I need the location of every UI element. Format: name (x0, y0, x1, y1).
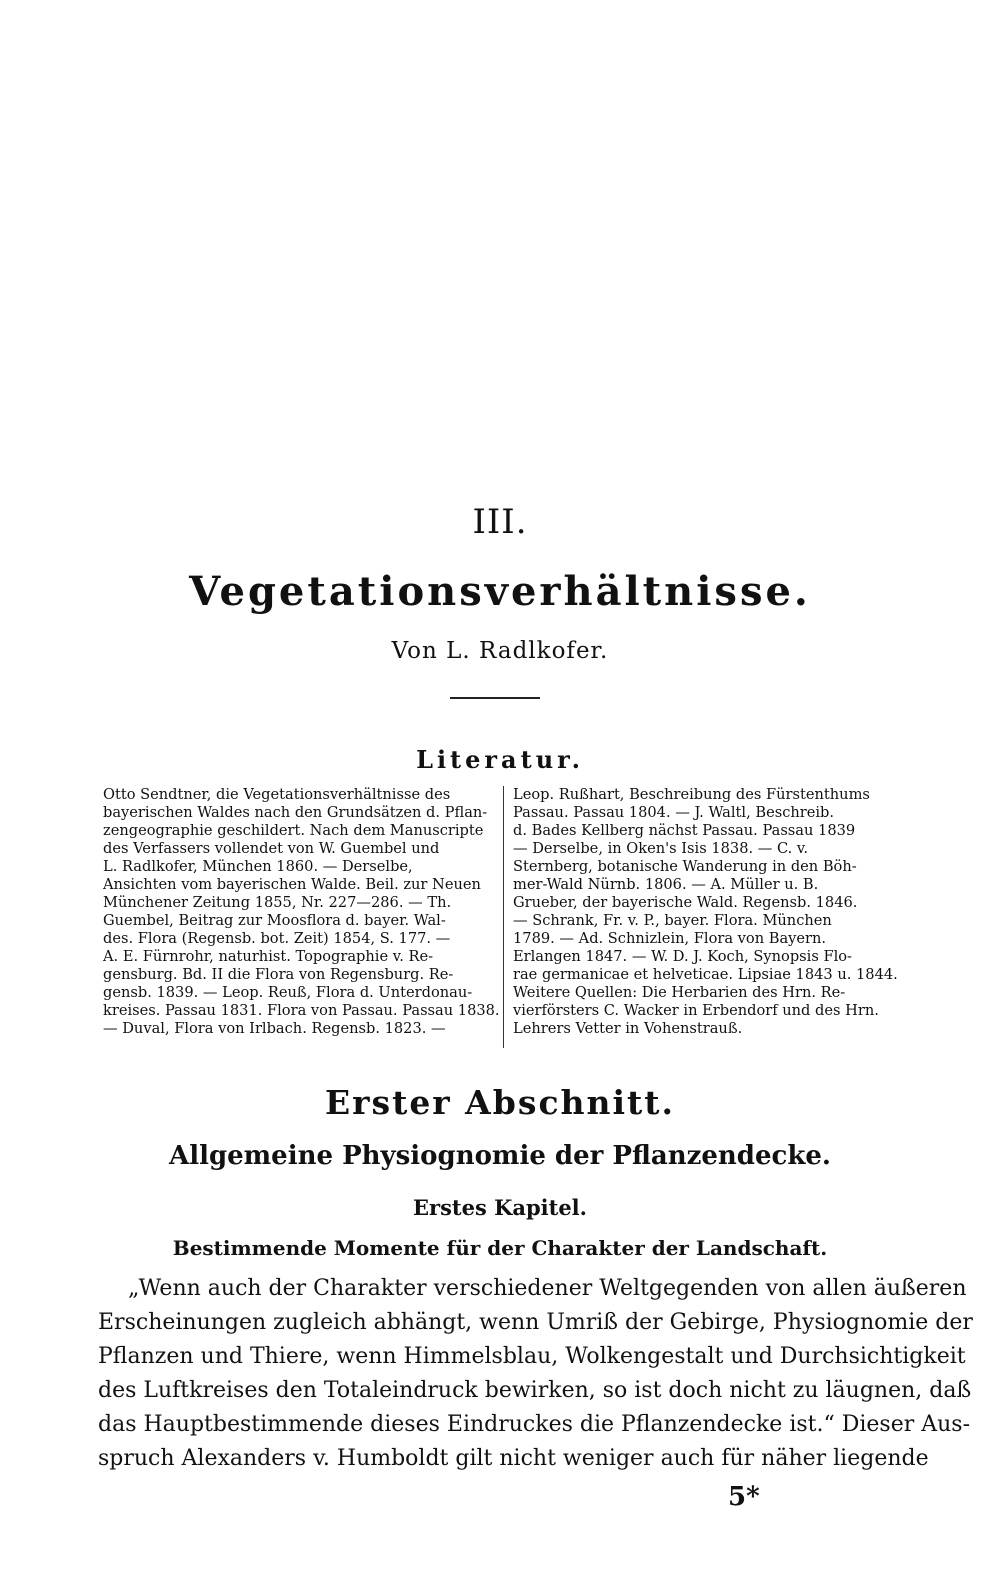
text-line: Erscheinungen zugleich abhängt, wenn Umriß der Gebirge, Physiognomie der (98, 1310, 973, 1335)
text-line: mer-Wald Nürnb. 1806. — A. Müller u. B. (513, 876, 819, 893)
text-line: das Hauptbestimmende dieses Eindruckes die Pflanzendecke ist.“ Dieser Aus- (98, 1412, 971, 1437)
text-line: — Derselbe, in Oken's Isis 1838. — C. v. (513, 840, 809, 857)
chapter-subtitle: Bestimmende Momente für der Charakter der Landschaft. (172, 1236, 828, 1260)
text-line: vierförsters C. Wacker in Erbendorf und des Hrn. (513, 1002, 879, 1019)
author-byline: Von L. Radlkofer. (391, 638, 609, 664)
body-text (98, 1272, 973, 1476)
page-number: 5* (728, 1482, 760, 1512)
text-line: Pflanzen und Thiere, wenn Himmelsblau, Wolkengestalt und Durchsichtigkeit (98, 1344, 966, 1369)
part-title: Vegetationsverhältnisse. (189, 568, 811, 615)
text-line: Weitere Quellen: Die Herbarien des Hrn. Re- (513, 984, 846, 1001)
title-rule (450, 697, 540, 699)
text-line: Lehrers Vetter in Vohenstrauß. (513, 1020, 743, 1037)
part-number: III. (472, 502, 528, 542)
text-line: d. Bades Kellberg nächst Passau. Passau 1839 (513, 822, 856, 839)
text-line: rae germanicae et helveticae. Lipsiae 1843 u. 1844. (513, 966, 898, 983)
section-subtitle: Allgemeine Physiognomie der Pflanzendecke. (169, 1141, 831, 1171)
literature-right-column (513, 786, 903, 1038)
text-line: des. Flora (Regensb. bot. Zeit) 1854, S. 177. — (103, 930, 451, 947)
text-line: gensburg. Bd. II die Flora von Regensburg. Re- (103, 966, 454, 983)
text-line: bayerischen Waldes nach den Grundsätzen d. Pflan- (103, 804, 488, 821)
text-line: Münchener Zeitung 1855, Nr. 227—286. — Th. (103, 894, 452, 911)
text-line: — Schrank, Fr. v. P., bayer. Flora. München (513, 912, 832, 929)
text-line: Otto Sendtner, die Vegetationsverhältnisse des (103, 786, 451, 803)
text-line: A. E. Fürnrohr, naturhist. Topographie v. Re- (103, 948, 434, 965)
text-line: spruch Alexanders v. Humboldt gilt nicht weniger auch für näher liegende (98, 1446, 929, 1471)
text-line: Leop. Rußhart, Beschreibung des Fürstenthums (513, 786, 870, 803)
column-divider (503, 786, 504, 1048)
literature-left-column (103, 786, 500, 1038)
text-line: kreises. Passau 1831. Flora von Passau. Passau 1838. (103, 1002, 500, 1019)
section-title: Erster Abschnitt. (324, 1083, 676, 1122)
text-line: Guembel, Beitrag zur Moosflora d. bayer. Wal- (103, 912, 446, 929)
literature-heading: Literatur. (416, 745, 584, 774)
chapter-title: Erstes Kapitel. (413, 1195, 587, 1220)
text-line: Grueber, der bayerische Wald. Regensb. 1846. (513, 894, 858, 911)
text-line: Passau. Passau 1804. — J. Waltl, Beschreib. (513, 804, 835, 821)
text-line: 1789. — Ad. Schnizlein, Flora von Bayern. (513, 930, 827, 947)
text-line: „Wenn auch der Charakter verschiedener Weltgegenden von allen äußeren (128, 1276, 967, 1301)
text-line: Erlangen 1847. — W. D. J. Koch, Synopsis Flo- (513, 948, 852, 965)
text-line: gensb. 1839. — Leop. Reuß, Flora d. Unterdonau- (103, 984, 473, 1001)
text-line: Ansichten vom bayerischen Walde. Beil. zur Neuen (103, 876, 481, 893)
text-line: zengeographie geschildert. Nach dem Manuscripte (103, 822, 484, 839)
text-line: L. Radlkofer, München 1860. — Derselbe, (103, 858, 413, 875)
text-line: — Duval, Flora von Irlbach. Regensb. 1823. — (103, 1020, 446, 1037)
text-line: Sternberg, botanische Wanderung in den Böh- (513, 858, 857, 875)
text-line: des Luftkreises den Totaleindruck bewirken, so ist doch nicht zu läugnen, daß (98, 1378, 972, 1403)
text-line: des Verfassers vollendet von W. Guembel und (103, 840, 440, 857)
